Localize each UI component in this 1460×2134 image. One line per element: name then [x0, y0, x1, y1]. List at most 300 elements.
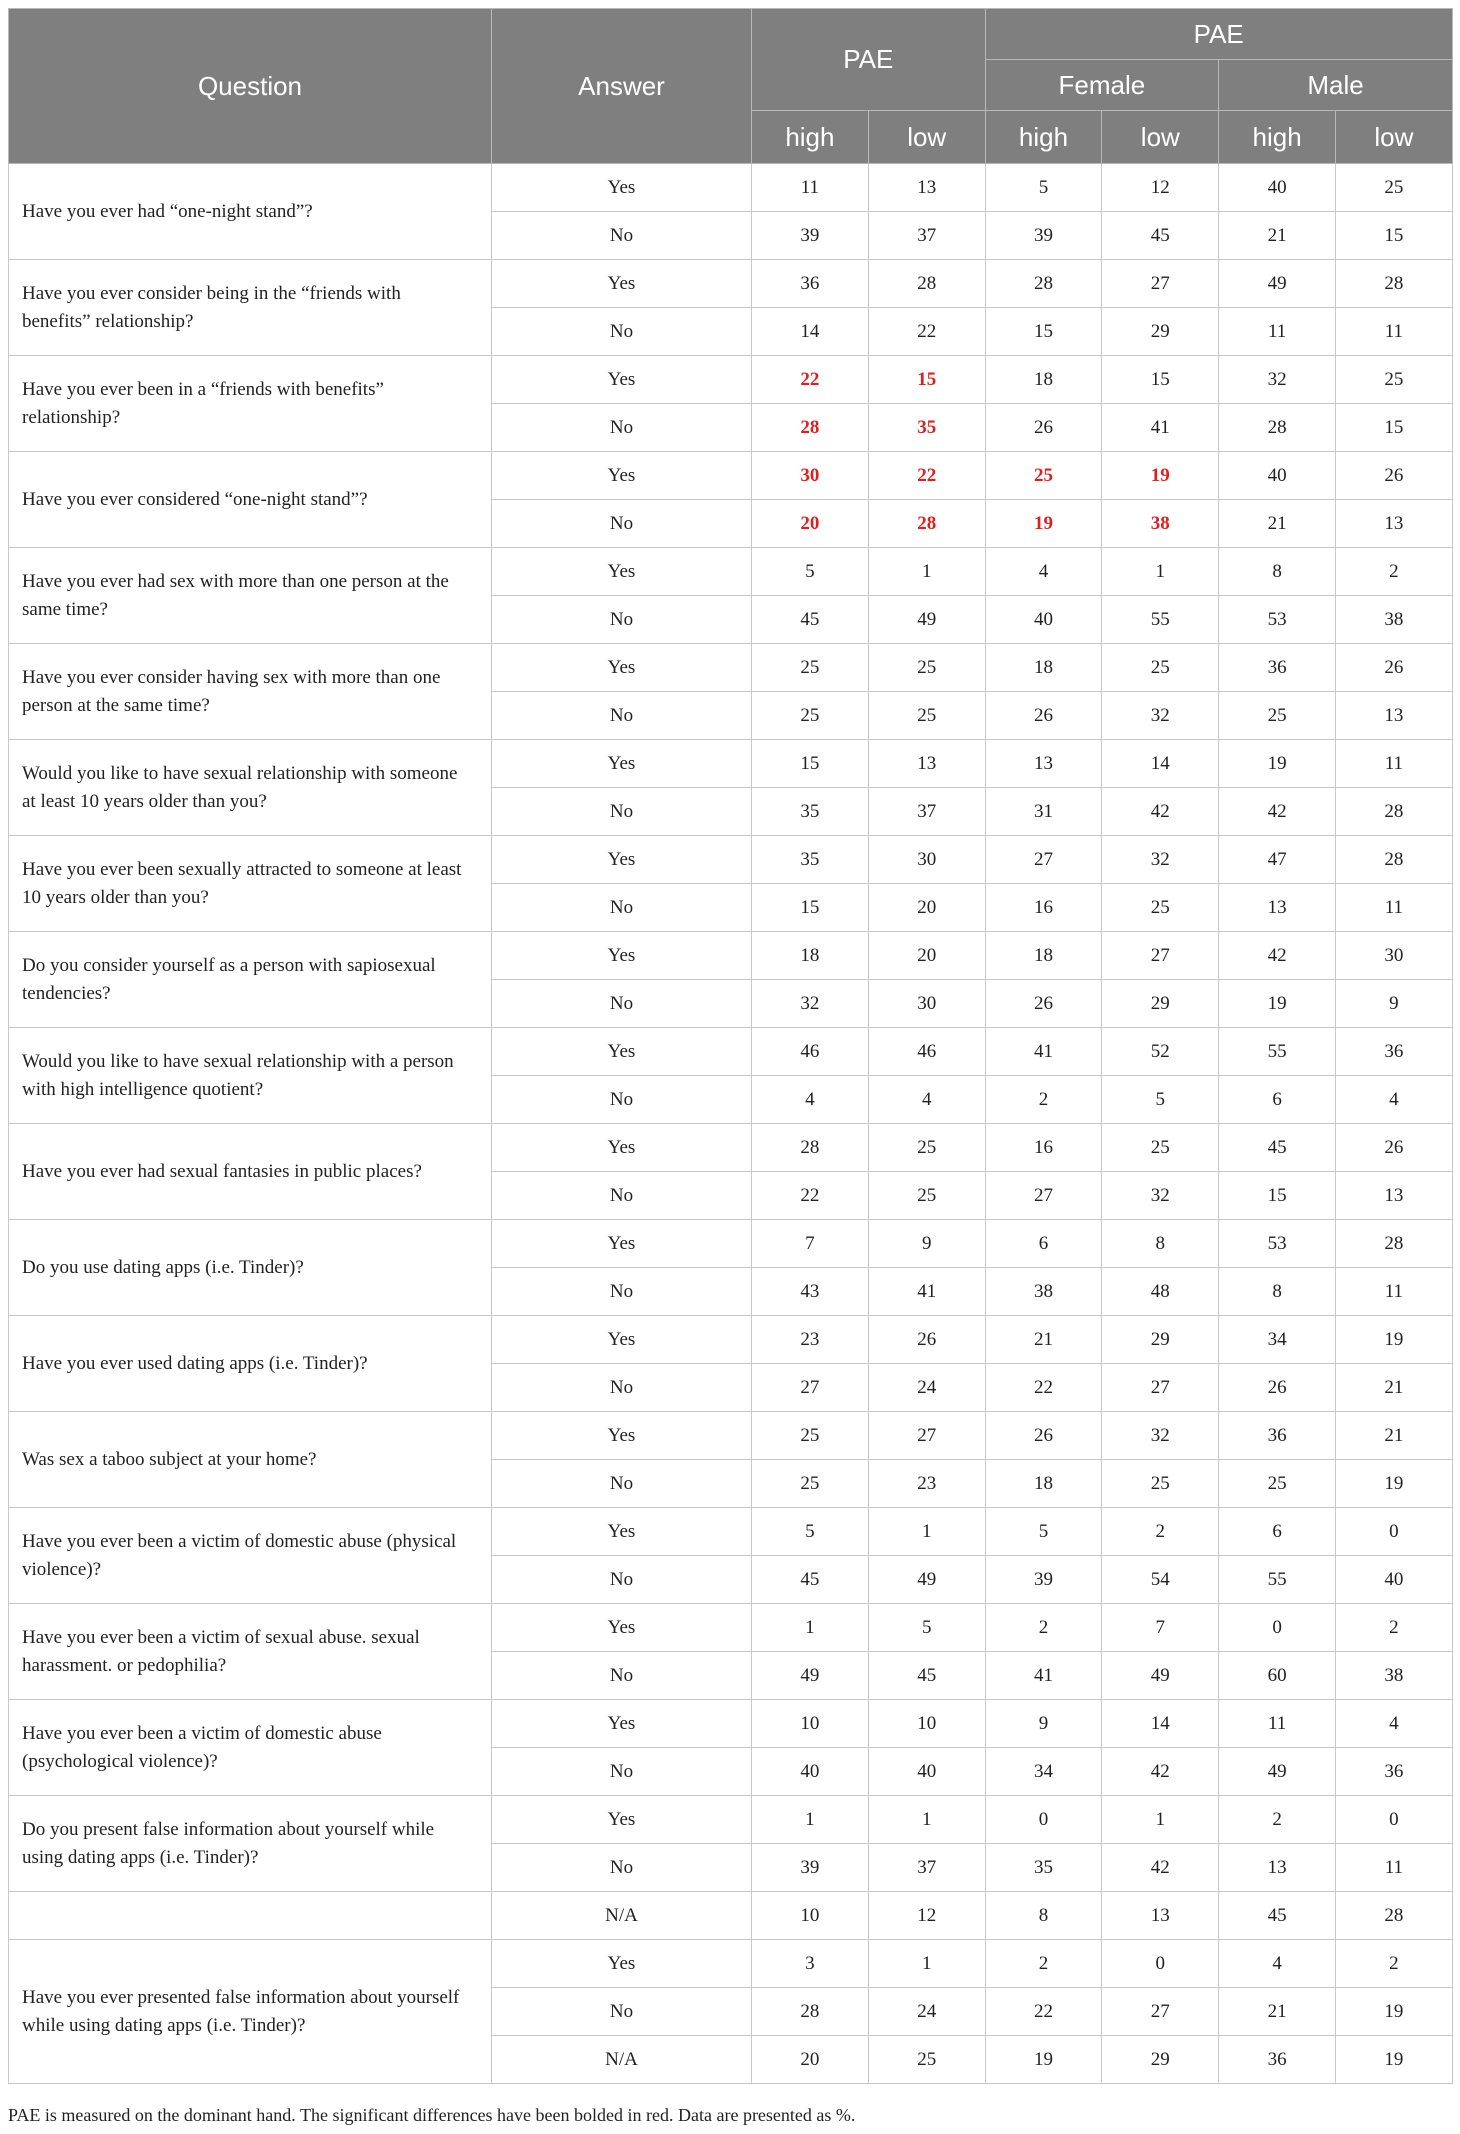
answer-cell: Yes [492, 260, 752, 308]
question-cell: Do you present false information about yourself while using dating apps (i.e. Tinder)? [9, 1796, 492, 1892]
value-cell: 21 [1336, 1364, 1453, 1412]
value-cell: 9 [1336, 980, 1453, 1028]
header-female: Female [985, 60, 1219, 111]
value-cell: 28 [752, 404, 869, 452]
question-cell: Have you ever been sexually attracted to someone at least 10 years older than you? [9, 836, 492, 932]
answer-cell: No [492, 1988, 752, 2036]
value-cell: 42 [1102, 788, 1219, 836]
header-answer: Answer [492, 9, 752, 164]
value-cell: 26 [985, 692, 1102, 740]
value-cell: 20 [868, 932, 985, 980]
question-cell: Was sex a taboo subject at your home? [9, 1412, 492, 1508]
value-cell: 7 [1102, 1604, 1219, 1652]
value-cell: 5 [985, 1508, 1102, 1556]
value-cell: 35 [752, 788, 869, 836]
value-cell: 13 [1102, 1892, 1219, 1940]
table-row [9, 1508, 1453, 1556]
value-cell: 30 [752, 452, 869, 500]
value-cell: 2 [1336, 1604, 1453, 1652]
value-cell: 15 [1102, 356, 1219, 404]
value-cell: 32 [1219, 356, 1336, 404]
header-question: Question [9, 9, 492, 164]
value-cell: 45 [752, 1556, 869, 1604]
question-cell: Have you ever used dating apps (i.e. Tinder)? [9, 1316, 492, 1412]
value-cell: 22 [752, 356, 869, 404]
value-cell: 29 [1102, 308, 1219, 356]
value-cell: 16 [985, 1124, 1102, 1172]
value-cell: 45 [1219, 1124, 1336, 1172]
value-cell: 25 [752, 1412, 869, 1460]
value-cell: 13 [868, 740, 985, 788]
question-cell: Have you ever had “one-night stand”? [9, 164, 492, 260]
value-cell: 2 [1102, 1508, 1219, 1556]
question-cell: Have you ever consider being in the “friends with benefits” relationship? [9, 260, 492, 356]
value-cell: 36 [1336, 1028, 1453, 1076]
value-cell: 25 [868, 692, 985, 740]
value-cell: 3 [752, 1940, 869, 1988]
value-cell: 8 [1219, 548, 1336, 596]
value-cell: 36 [1219, 1412, 1336, 1460]
value-cell: 0 [985, 1796, 1102, 1844]
value-cell: 55 [1102, 596, 1219, 644]
value-cell: 20 [868, 884, 985, 932]
value-cell: 18 [752, 932, 869, 980]
value-cell: 18 [985, 932, 1102, 980]
value-cell: 11 [752, 164, 869, 212]
table-row [9, 740, 1453, 788]
value-cell: 20 [752, 500, 869, 548]
value-cell: 2 [1336, 1940, 1453, 1988]
question-cell: Have you ever considered “one-night stand”? [9, 452, 492, 548]
value-cell: 12 [1102, 164, 1219, 212]
value-cell: 13 [1336, 692, 1453, 740]
table-footnote: PAE is measured on the dominant hand. The significant differences have been bolded in red. Data are presented as %. [8, 2105, 856, 2125]
value-cell: 30 [868, 980, 985, 1028]
value-cell: 4 [1336, 1700, 1453, 1748]
answer-cell: Yes [492, 1508, 752, 1556]
results-table [8, 8, 1453, 2084]
value-cell: 41 [868, 1268, 985, 1316]
answer-cell: Yes [492, 164, 752, 212]
value-cell: 37 [868, 212, 985, 260]
value-cell: 2 [985, 1940, 1102, 1988]
value-cell: 32 [1102, 692, 1219, 740]
value-cell: 45 [1102, 212, 1219, 260]
value-cell: 25 [868, 2036, 985, 2084]
value-cell: 30 [1336, 932, 1453, 980]
value-cell: 1 [868, 1796, 985, 1844]
value-cell: 34 [1219, 1316, 1336, 1364]
value-cell: 39 [985, 1556, 1102, 1604]
value-cell: 27 [752, 1364, 869, 1412]
value-cell: 16 [985, 884, 1102, 932]
table-row [9, 356, 1453, 404]
value-cell: 4 [1219, 1940, 1336, 1988]
value-cell: 54 [1102, 1556, 1219, 1604]
value-cell: 29 [1102, 1316, 1219, 1364]
answer-cell: Yes [492, 836, 752, 884]
answer-cell: Yes [492, 1124, 752, 1172]
value-cell: 0 [1219, 1604, 1336, 1652]
value-cell: 28 [1336, 1220, 1453, 1268]
value-cell: 60 [1219, 1652, 1336, 1700]
header-pae-high: high [752, 111, 869, 164]
table-row [9, 1604, 1453, 1652]
value-cell: 40 [1336, 1556, 1453, 1604]
value-cell: 28 [1219, 404, 1336, 452]
answer-cell: No [492, 1268, 752, 1316]
value-cell: 35 [868, 404, 985, 452]
value-cell: 42 [1102, 1844, 1219, 1892]
answer-cell: Yes [492, 1796, 752, 1844]
value-cell: 8 [985, 1892, 1102, 1940]
value-cell: 39 [752, 1844, 869, 1892]
answer-cell: No [492, 1364, 752, 1412]
value-cell: 22 [752, 1172, 869, 1220]
value-cell: 19 [1336, 1988, 1453, 2036]
table-row [9, 260, 1453, 308]
value-cell: 25 [1219, 692, 1336, 740]
answer-cell: No [492, 980, 752, 1028]
table-row [9, 644, 1453, 692]
answer-cell: No [492, 1172, 752, 1220]
answer-cell: No [492, 1652, 752, 1700]
answer-cell: N/A [492, 1892, 752, 1940]
value-cell: 15 [985, 308, 1102, 356]
value-cell: 25 [868, 1172, 985, 1220]
value-cell: 1 [1102, 1796, 1219, 1844]
value-cell: 25 [752, 692, 869, 740]
value-cell: 13 [868, 164, 985, 212]
value-cell: 32 [1102, 1412, 1219, 1460]
value-cell: 28 [1336, 1892, 1453, 1940]
value-cell: 18 [985, 644, 1102, 692]
value-cell: 26 [1336, 452, 1453, 500]
value-cell: 25 [1102, 884, 1219, 932]
value-cell: 47 [1219, 836, 1336, 884]
value-cell: 37 [868, 1844, 985, 1892]
value-cell: 40 [752, 1748, 869, 1796]
value-cell: 29 [1102, 2036, 1219, 2084]
header-male-high: high [1219, 111, 1336, 164]
question-cell: Do you consider yourself as a person with sapiosexual tendencies? [9, 932, 492, 1028]
value-cell: 25 [868, 1124, 985, 1172]
value-cell: 41 [985, 1652, 1102, 1700]
value-cell: 0 [1102, 1940, 1219, 1988]
value-cell: 46 [868, 1028, 985, 1076]
value-cell: 18 [985, 1460, 1102, 1508]
table-row [9, 1796, 1453, 1844]
value-cell: 19 [1336, 2036, 1453, 2084]
answer-cell: No [492, 884, 752, 932]
value-cell: 11 [1336, 1268, 1453, 1316]
value-cell: 0 [1336, 1508, 1453, 1556]
answer-cell: Yes [492, 1316, 752, 1364]
table-row [9, 1700, 1453, 1748]
table-header [9, 9, 1453, 164]
value-cell: 15 [1219, 1172, 1336, 1220]
value-cell: 19 [985, 2036, 1102, 2084]
value-cell: 4 [752, 1076, 869, 1124]
answer-cell: No [492, 596, 752, 644]
question-cell: Would you like to have sexual relationship with a person with high intelligence quotient? [9, 1028, 492, 1124]
value-cell: 13 [1336, 1172, 1453, 1220]
value-cell: 5 [868, 1604, 985, 1652]
value-cell: 4 [868, 1076, 985, 1124]
value-cell: 26 [985, 980, 1102, 1028]
answer-cell: No [492, 692, 752, 740]
value-cell: 22 [868, 452, 985, 500]
value-cell: 19 [985, 500, 1102, 548]
value-cell: 1 [1102, 548, 1219, 596]
table-body [9, 164, 1453, 2084]
value-cell: 1 [752, 1604, 869, 1652]
value-cell: 41 [985, 1028, 1102, 1076]
value-cell: 5 [752, 1508, 869, 1556]
value-cell: 37 [868, 788, 985, 836]
answer-cell: No [492, 1556, 752, 1604]
value-cell: 49 [1219, 1748, 1336, 1796]
table-row [9, 1220, 1453, 1268]
value-cell: 48 [1102, 1268, 1219, 1316]
value-cell: 32 [752, 980, 869, 1028]
value-cell: 27 [985, 1172, 1102, 1220]
question-cell [9, 1892, 492, 1940]
value-cell: 25 [1102, 1124, 1219, 1172]
value-cell: 4 [985, 548, 1102, 596]
table-row [9, 1940, 1453, 1988]
value-cell: 25 [1336, 164, 1453, 212]
value-cell: 22 [985, 1988, 1102, 2036]
question-cell: Have you ever presented false information about yourself while using dating apps (i.e. Tinder)? [9, 1940, 492, 2084]
value-cell: 28 [985, 260, 1102, 308]
value-cell: 26 [985, 404, 1102, 452]
value-cell: 5 [752, 548, 869, 596]
table-row [9, 548, 1453, 596]
table-row [9, 164, 1453, 212]
table-row [9, 1028, 1453, 1076]
answer-cell: Yes [492, 1700, 752, 1748]
value-cell: 13 [1336, 500, 1453, 548]
value-cell: 31 [985, 788, 1102, 836]
value-cell: 28 [1336, 836, 1453, 884]
header-pae-group: PAE [985, 9, 1452, 60]
value-cell: 25 [1102, 644, 1219, 692]
value-cell: 9 [985, 1700, 1102, 1748]
value-cell: 23 [868, 1460, 985, 1508]
value-cell: 15 [1336, 212, 1453, 260]
value-cell: 34 [985, 1748, 1102, 1796]
question-cell: Have you ever had sexual fantasies in public places? [9, 1124, 492, 1220]
header-female-high: high [985, 111, 1102, 164]
value-cell: 6 [1219, 1508, 1336, 1556]
value-cell: 2 [1336, 548, 1453, 596]
value-cell: 46 [752, 1028, 869, 1076]
value-cell: 12 [868, 1892, 985, 1940]
value-cell: 35 [985, 1844, 1102, 1892]
value-cell: 9 [868, 1220, 985, 1268]
value-cell: 2 [985, 1604, 1102, 1652]
value-cell: 24 [868, 1988, 985, 2036]
answer-cell: No [492, 500, 752, 548]
answer-cell: No [492, 1748, 752, 1796]
value-cell: 20 [752, 2036, 869, 2084]
value-cell: 28 [752, 1124, 869, 1172]
value-cell: 39 [985, 212, 1102, 260]
value-cell: 5 [985, 164, 1102, 212]
value-cell: 39 [752, 212, 869, 260]
value-cell: 32 [1102, 836, 1219, 884]
answer-cell: N/A [492, 2036, 752, 2084]
value-cell: 53 [1219, 596, 1336, 644]
question-cell: Would you like to have sexual relationship with someone at least 10 years older than you? [9, 740, 492, 836]
value-cell: 15 [1336, 404, 1453, 452]
value-cell: 28 [868, 500, 985, 548]
question-cell: Do you use dating apps (i.e. Tinder)? [9, 1220, 492, 1316]
question-cell: Have you ever been a victim of domestic abuse (psychological violence)? [9, 1700, 492, 1796]
value-cell: 11 [1219, 308, 1336, 356]
value-cell: 29 [1102, 980, 1219, 1028]
value-cell: 55 [1219, 1556, 1336, 1604]
value-cell: 21 [985, 1316, 1102, 1364]
value-cell: 49 [868, 1556, 985, 1604]
value-cell: 10 [752, 1700, 869, 1748]
value-cell: 26 [1219, 1364, 1336, 1412]
question-cell: Have you ever been a victim of sexual abuse. sexual harassment. or pedophilia? [9, 1604, 492, 1700]
value-cell: 40 [1219, 452, 1336, 500]
value-cell: 38 [985, 1268, 1102, 1316]
value-cell: 19 [1102, 452, 1219, 500]
value-cell: 13 [1219, 884, 1336, 932]
answer-cell: Yes [492, 1028, 752, 1076]
value-cell: 2 [985, 1076, 1102, 1124]
header-male-low: low [1336, 111, 1453, 164]
value-cell: 45 [752, 596, 869, 644]
value-cell: 36 [1336, 1748, 1453, 1796]
value-cell: 13 [1219, 1844, 1336, 1892]
value-cell: 32 [1102, 1172, 1219, 1220]
value-cell: 15 [868, 356, 985, 404]
value-cell: 2 [1219, 1796, 1336, 1844]
value-cell: 27 [1102, 932, 1219, 980]
value-cell: 28 [868, 260, 985, 308]
value-cell: 19 [1219, 980, 1336, 1028]
value-cell: 30 [868, 836, 985, 884]
table-row [9, 1124, 1453, 1172]
value-cell: 28 [1336, 260, 1453, 308]
value-cell: 4 [1336, 1076, 1453, 1124]
value-cell: 26 [985, 1412, 1102, 1460]
value-cell: 26 [868, 1316, 985, 1364]
value-cell: 11 [1336, 884, 1453, 932]
value-cell: 1 [752, 1796, 869, 1844]
value-cell: 1 [868, 1508, 985, 1556]
value-cell: 25 [752, 644, 869, 692]
value-cell: 11 [1219, 1700, 1336, 1748]
value-cell: 1 [868, 548, 985, 596]
value-cell: 11 [1336, 1844, 1453, 1892]
value-cell: 42 [1219, 932, 1336, 980]
value-cell: 25 [1102, 1460, 1219, 1508]
value-cell: 14 [752, 308, 869, 356]
question-cell: Have you ever consider having sex with more than one person at the same time? [9, 644, 492, 740]
answer-cell: No [492, 308, 752, 356]
answer-cell: Yes [492, 452, 752, 500]
answer-cell: No [492, 1844, 752, 1892]
value-cell: 8 [1219, 1268, 1336, 1316]
question-cell: Have you ever been a victim of domestic abuse (physical violence)? [9, 1508, 492, 1604]
value-cell: 13 [985, 740, 1102, 788]
value-cell: 11 [1336, 308, 1453, 356]
value-cell: 38 [1336, 596, 1453, 644]
value-cell: 14 [1102, 1700, 1219, 1748]
value-cell: 8 [1102, 1220, 1219, 1268]
value-cell: 25 [1336, 356, 1453, 404]
value-cell: 25 [985, 452, 1102, 500]
value-cell: 23 [752, 1316, 869, 1364]
value-cell: 27 [1102, 1364, 1219, 1412]
value-cell: 11 [1336, 740, 1453, 788]
value-cell: 6 [985, 1220, 1102, 1268]
value-cell: 42 [1219, 788, 1336, 836]
value-cell: 25 [752, 1460, 869, 1508]
question-cell: Have you ever been in a “friends with benefits” relationship? [9, 356, 492, 452]
table-row [9, 1412, 1453, 1460]
table-row [9, 932, 1453, 980]
table-row [9, 836, 1453, 884]
answer-cell: Yes [492, 548, 752, 596]
value-cell: 15 [752, 884, 869, 932]
answer-cell: No [492, 404, 752, 452]
value-cell: 28 [752, 1988, 869, 2036]
value-cell: 27 [985, 836, 1102, 884]
value-cell: 19 [1336, 1460, 1453, 1508]
value-cell: 42 [1102, 1748, 1219, 1796]
answer-cell: Yes [492, 740, 752, 788]
answer-cell: Yes [492, 1604, 752, 1652]
value-cell: 21 [1219, 500, 1336, 548]
value-cell: 35 [752, 836, 869, 884]
value-cell: 19 [1219, 740, 1336, 788]
value-cell: 36 [1219, 2036, 1336, 2084]
value-cell: 49 [1219, 260, 1336, 308]
value-cell: 43 [752, 1268, 869, 1316]
value-cell: 7 [752, 1220, 869, 1268]
value-cell: 22 [868, 308, 985, 356]
value-cell: 24 [868, 1364, 985, 1412]
header-male: Male [1219, 60, 1453, 111]
header-pae-low: low [868, 111, 985, 164]
table-row [9, 1316, 1453, 1364]
header-female-low: low [1102, 111, 1219, 164]
value-cell: 27 [868, 1412, 985, 1460]
value-cell: 36 [752, 260, 869, 308]
table-row [9, 1892, 1453, 1940]
value-cell: 28 [1336, 788, 1453, 836]
value-cell: 21 [1336, 1412, 1453, 1460]
value-cell: 18 [985, 356, 1102, 404]
value-cell: 14 [1102, 740, 1219, 788]
value-cell: 19 [1336, 1316, 1453, 1364]
value-cell: 22 [985, 1364, 1102, 1412]
answer-cell: Yes [492, 1412, 752, 1460]
value-cell: 38 [1102, 500, 1219, 548]
value-cell: 45 [868, 1652, 985, 1700]
answer-cell: Yes [492, 1220, 752, 1268]
answer-cell: Yes [492, 644, 752, 692]
value-cell: 26 [1336, 644, 1453, 692]
value-cell: 55 [1219, 1028, 1336, 1076]
